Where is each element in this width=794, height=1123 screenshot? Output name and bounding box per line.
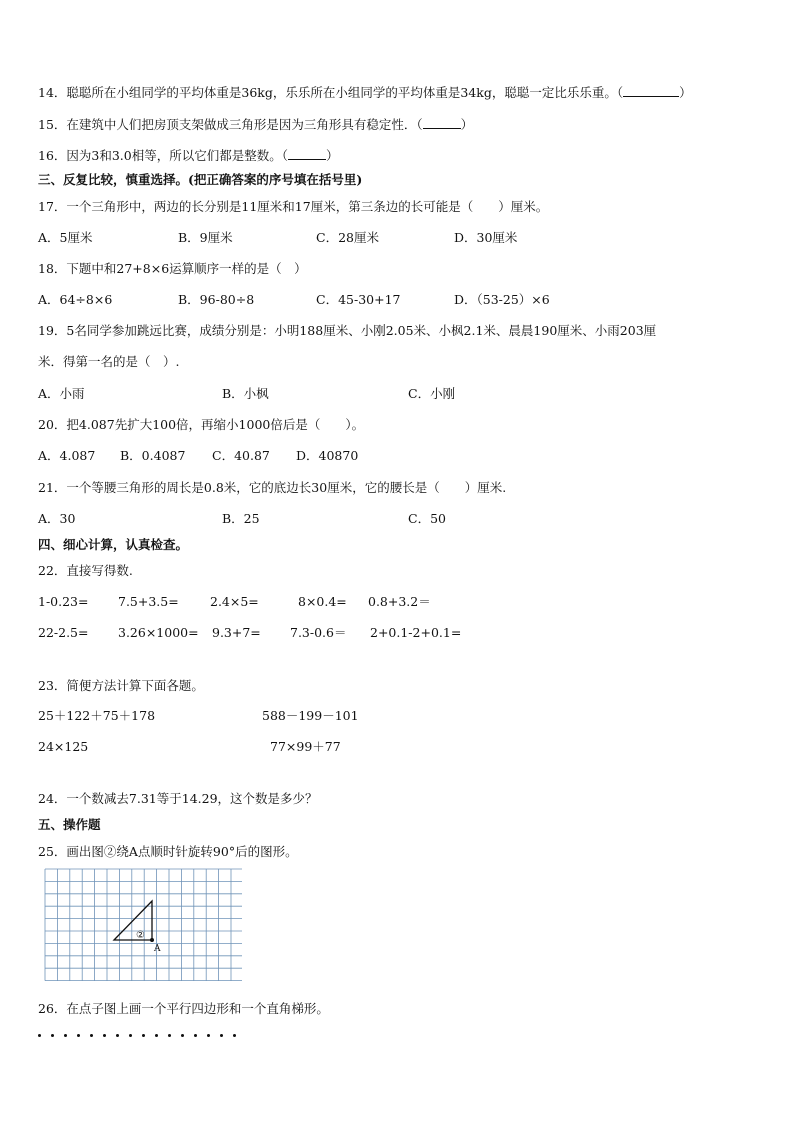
q18-option-b[interactable]: B．96-80÷8 xyxy=(178,292,255,307)
q20-option-d[interactable]: D．40870 xyxy=(296,448,359,463)
question-26: 26．在点子图上画一个平行四边形和一个直角梯形。 xyxy=(38,1001,329,1016)
q22-item: 22-2.5= xyxy=(38,625,89,640)
dot[interactable] xyxy=(77,1034,80,1037)
question-19-line-2: 米．得第一名的是（ ）. xyxy=(38,354,180,369)
question-23-title: 23．简便方法计算下面各题。 xyxy=(38,678,204,693)
section-4-heading: 四、细心计算，认真检查。 xyxy=(38,537,189,552)
question-17: 17．一个三角形中，两边的长分别是11厘米和17厘米，第三条边的长可能是（ ）厘米。 xyxy=(38,199,549,214)
question-21: 21．一个等腰三角形的周长是0.8米，它的底边长30厘米，它的腰长是（ ）厘米. xyxy=(38,480,507,495)
question-22-title: 22．直接写得数. xyxy=(38,563,133,578)
q22-item: 1-0.23= xyxy=(38,594,89,609)
q23-item: 25＋122＋75＋178 xyxy=(38,708,156,723)
question-25: 25．画出图②绕A点顺时针旋转90°后的图形。 xyxy=(38,844,298,859)
grid-lines xyxy=(45,869,242,981)
q17-option-d[interactable]: D．30厘米 xyxy=(454,230,518,245)
question-20: 20．把4.087先扩大100倍，再缩小1000倍后是（ ）。 xyxy=(38,417,365,432)
rotation-point-a[interactable] xyxy=(150,938,154,942)
q23-item: 24×125 xyxy=(38,739,89,754)
q21-option-b[interactable]: B．25 xyxy=(222,511,260,526)
grid-figure[interactable] xyxy=(44,868,242,986)
q20-option-a[interactable]: A．4.087 xyxy=(38,448,96,463)
shape-label: ② xyxy=(136,930,145,941)
dot[interactable] xyxy=(64,1034,67,1037)
q17-option-c[interactable]: C．28厘米 xyxy=(316,230,379,245)
dot[interactable] xyxy=(103,1034,106,1037)
q18-option-d[interactable]: D．（53-25）×6 xyxy=(454,292,550,307)
q22-item: 2+0.1-2+0.1= xyxy=(370,625,462,640)
q17-option-a[interactable]: A．5厘米 xyxy=(38,230,93,245)
q23-item: 588－199－101 xyxy=(262,708,359,723)
q19-option-a[interactable]: A．小雨 xyxy=(38,386,85,401)
dot[interactable] xyxy=(38,1034,41,1037)
dot[interactable] xyxy=(116,1034,119,1037)
dot[interactable] xyxy=(233,1034,236,1037)
q19-option-c[interactable]: C．小刚 xyxy=(408,386,456,401)
section-5-heading: 五、操作题 xyxy=(38,817,101,832)
section-3-heading: 三、反复比较，慎重选择。(把正确答案的序号填在括号里) xyxy=(38,172,363,187)
q22-item: 9.3+7= xyxy=(212,625,261,640)
dot[interactable] xyxy=(129,1034,132,1037)
dot[interactable] xyxy=(220,1034,223,1037)
q22-item: 3.26×1000= xyxy=(118,625,199,640)
answer-blank-14[interactable] xyxy=(623,84,679,97)
dot[interactable] xyxy=(142,1034,145,1037)
dot[interactable] xyxy=(207,1034,210,1037)
q22-item: 7.3-0.6＝ xyxy=(290,625,347,640)
q22-item: 2.4×5= xyxy=(210,594,259,609)
dot[interactable] xyxy=(168,1034,171,1037)
dot[interactable] xyxy=(90,1034,93,1037)
question-14: 14．聪聪所在小组同学的平均体重是36kg，乐乐所在小组同学的平均体重是34kg，聪聪一定比乐乐重。（ ） xyxy=(38,85,692,100)
rotation-grid[interactable] xyxy=(44,868,242,989)
q23-item: 77×99＋77 xyxy=(270,739,341,754)
question-15: 15．在建筑中人们把房顶支架做成三角形是因为三角形具有稳定性．（ ） xyxy=(38,117,474,132)
q20-option-b[interactable]: B．0.4087 xyxy=(120,448,186,463)
q21-option-a[interactable]: A．30 xyxy=(38,511,76,526)
answer-blank-16[interactable] xyxy=(288,147,326,160)
point-label-a: A xyxy=(154,944,161,954)
dot[interactable] xyxy=(155,1034,158,1037)
q19-option-b[interactable]: B．小枫 xyxy=(222,386,269,401)
dot[interactable] xyxy=(51,1034,54,1037)
question-16: 16．因为3和3.0相等，所以它们都是整数。（ ） xyxy=(38,148,339,163)
question-19-line-1: 19．5名同学参加跳远比赛，成绩分别是：小明188厘米、小刚2.05米、小枫2.1米、晨晨190厘米、小雨203厘 xyxy=(38,323,657,338)
q20-option-c[interactable]: C．40.87 xyxy=(212,448,270,463)
dot[interactable] xyxy=(194,1034,197,1037)
q22-item: 8×0.4= xyxy=(298,594,347,609)
q21-option-c[interactable]: C．50 xyxy=(408,511,446,526)
question-24: 24．一个数减去7.31等于14.29，这个数是多少？ xyxy=(38,791,318,806)
answer-blank-15[interactable] xyxy=(423,116,461,129)
question-18: 18．下题中和27+8×6运算顺序一样的是（ ） xyxy=(38,261,307,276)
q18-option-a[interactable]: A．64÷8×6 xyxy=(38,292,113,307)
q18-option-c[interactable]: C．45-30+17 xyxy=(316,292,401,307)
q22-item: 0.8+3.2＝ xyxy=(368,594,431,609)
q17-option-b[interactable]: B．9厘米 xyxy=(178,230,233,245)
dot[interactable] xyxy=(181,1034,184,1037)
q22-item: 7.5+3.5= xyxy=(118,594,179,609)
